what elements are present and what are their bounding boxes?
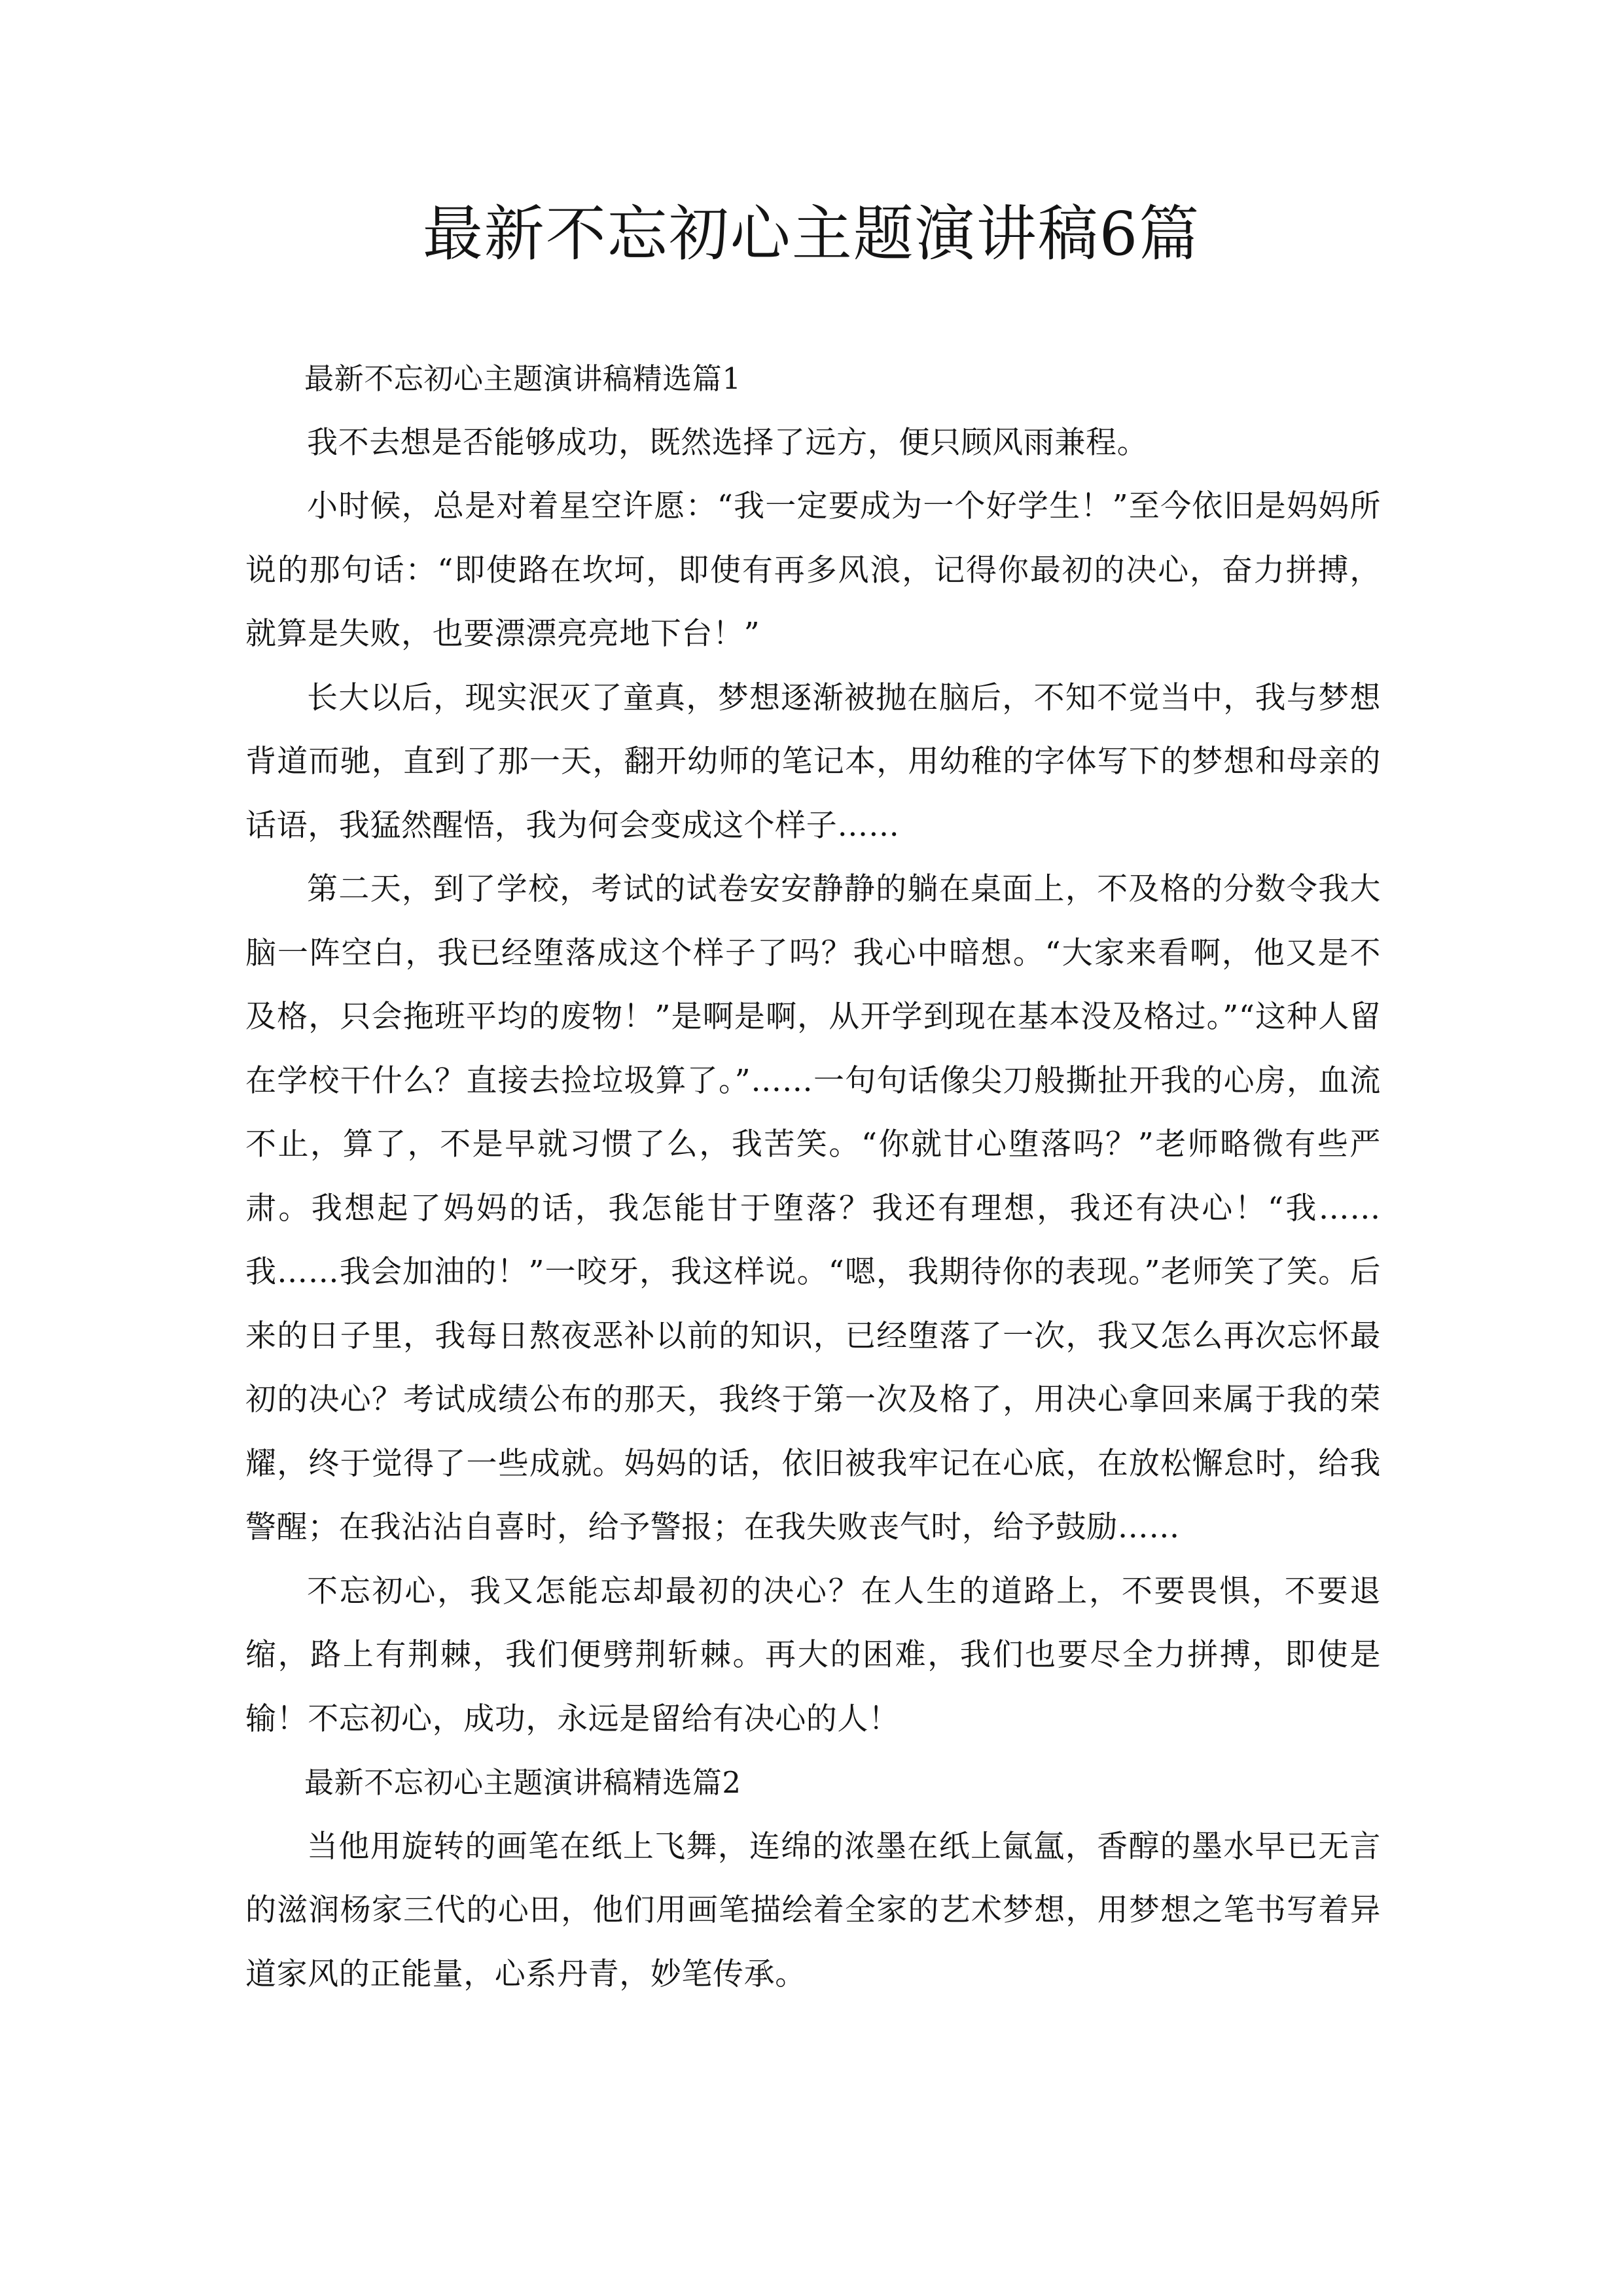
paragraph: 长大以后，现实泯灭了童真，梦想逐渐被抛在脑后，不知不觉当中，我与梦想背道而驰，直到了那一天，翻开幼师的笔记本，用幼稚的字体写下的梦想和母亲的话语，我猛然醒悟，我为何会变成这个样子…… [245,679,1381,844]
document-body [245,347,1381,2006]
paragraph: 我不去想是否能够成功，既然选择了远方，便只顾风雨兼程。 [307,424,1149,461]
paragraph: 第二天，到了学校，考试的试卷安安静静的躺在桌面上，不及格的分数令我大脑一阵空白，我已经堕落成这个样子了吗？我心中暗想。“大家来看啊，他又是不及格，只会拖班平均的废物！”是啊是啊，从开学到现在基本没及格过。”“这种人留在学校干什么？直接去捡垃圾算了。”……一句句话像尖刀般撕扯开我的心房，血流不止，算了，不是早就习惯了么，我苦笑。“你就甘心堕落吗？”老师略微有些严肃。我想起了妈妈的话，我怎能甘于堕落？我还有理想，我还有决心！“我……我……我会加油的！”一咬牙，我这样说。“嗯，我期待你的表现。”老师笑了笑。后来的日子里，我每日熬夜恶补以前的知识，已经堕落了一次，我又怎么再次忘怀最初的决心？考试成绩公布的那天，我终于第一次及格了，用决心拿回来属于我的荣耀，终于觉得了一些成就。妈妈的话，依旧被我牢记在心底，在放松懈怠时，给我警醒；在我沾沾自喜时，给予警报；在我失败丧气时，给予鼓励…… [245,871,1381,1545]
paragraph: 小时候，总是对着星空许愿：“我一定要成为一个好学生！”至今依旧是妈妈所说的那句话：“即使路在坎坷，即使有再多风浪，记得你最初的决心，奋力拼搏，就算是失败，也要漂漂亮亮地下台！” [245,488,1381,652]
paragraph: 当他用旋转的画笔在纸上飞舞，连绵的浓墨在纸上氤氲，香醇的墨水早已无言的滋润杨家三代的心田，他们用画笔描绘着全家的艺术梦想，用梦想之笔书写着异道家风的正能量，心系丹青，妙笔传承。 [245,1828,1381,1992]
section-heading: 最新不忘初心主题演讲稿精选篇1 [304,361,741,396]
section-heading: 最新不忘初心主题演讲稿精选篇2 [304,1765,741,1800]
document-title: 最新不忘初心主题演讲稿6篇 [422,199,1201,269]
paragraph: 不忘初心，我又怎能忘却最初的决心？在人生的道路上，不要畏惧，不要退缩，路上有荆棘，我们便劈荆斩棘。再大的困难，我们也要尽全力拼搏，即使是输！不忘初心，成功，永远是留给有决心的人！ [245,1573,1381,1737]
